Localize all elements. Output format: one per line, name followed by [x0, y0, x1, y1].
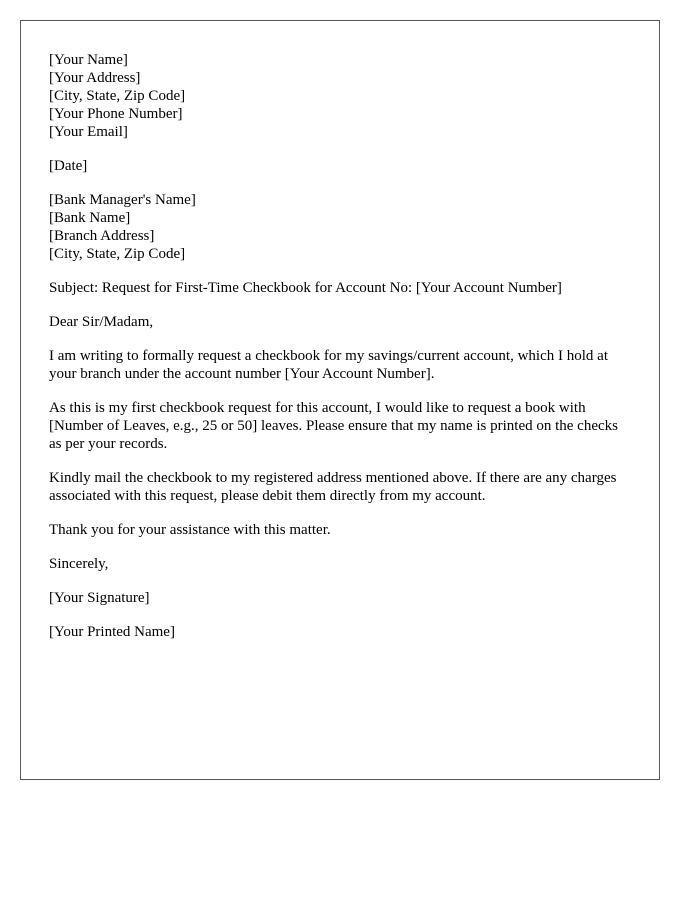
printed-name: [Your Printed Name] — [49, 624, 175, 640]
sender-phone: [Your Phone Number] — [49, 106, 183, 122]
sender-address: [Your Address] — [49, 70, 141, 86]
recipient-manager-name: [Bank Manager's Name] — [49, 192, 196, 208]
signature-placeholder: [Your Signature] — [49, 590, 150, 606]
recipient-bank-name: [Bank Name] — [49, 210, 131, 226]
letter-date: [Date] — [49, 158, 88, 174]
recipient-city-state-zip: [City, State, Zip Code] — [49, 246, 186, 262]
sender-email: [Your Email] — [49, 124, 128, 140]
body-paragraph-4: Thank you for your assistance with this matter. — [49, 522, 331, 538]
letter-document — [20, 20, 660, 780]
recipient-branch-address: [Branch Address] — [49, 228, 155, 244]
recipient-address-block — [49, 191, 631, 263]
sender-city-state-zip: [City, State, Zip Code] — [49, 88, 186, 104]
body-paragraph-2: As this is my first checkbook request for this account, I would like to request a book with [Number of Leaves, e.g., 25 or 50] leaves. Please ensure that my name is printed on the checks as per your records. — [49, 400, 618, 452]
sender-address-block — [49, 51, 631, 141]
closing: Sincerely, — [49, 556, 109, 572]
body-paragraph-3: Kindly mail the checkbook to my registered address mentioned above. If there are any charges associated with this request, please debit them directly from my account. — [49, 470, 617, 504]
body-paragraph-1: I am writing to formally request a checkbook for my savings/current account, which I hold at your branch under the account number [Your Account Number]. — [49, 348, 608, 382]
sender-name: [Your Name] — [49, 52, 128, 68]
date-block — [49, 157, 631, 175]
salutation: Dear Sir/Madam, — [49, 314, 154, 330]
subject-line: Subject: Request for First-Time Checkbook for Account No: [Your Account Number] — [49, 280, 562, 296]
